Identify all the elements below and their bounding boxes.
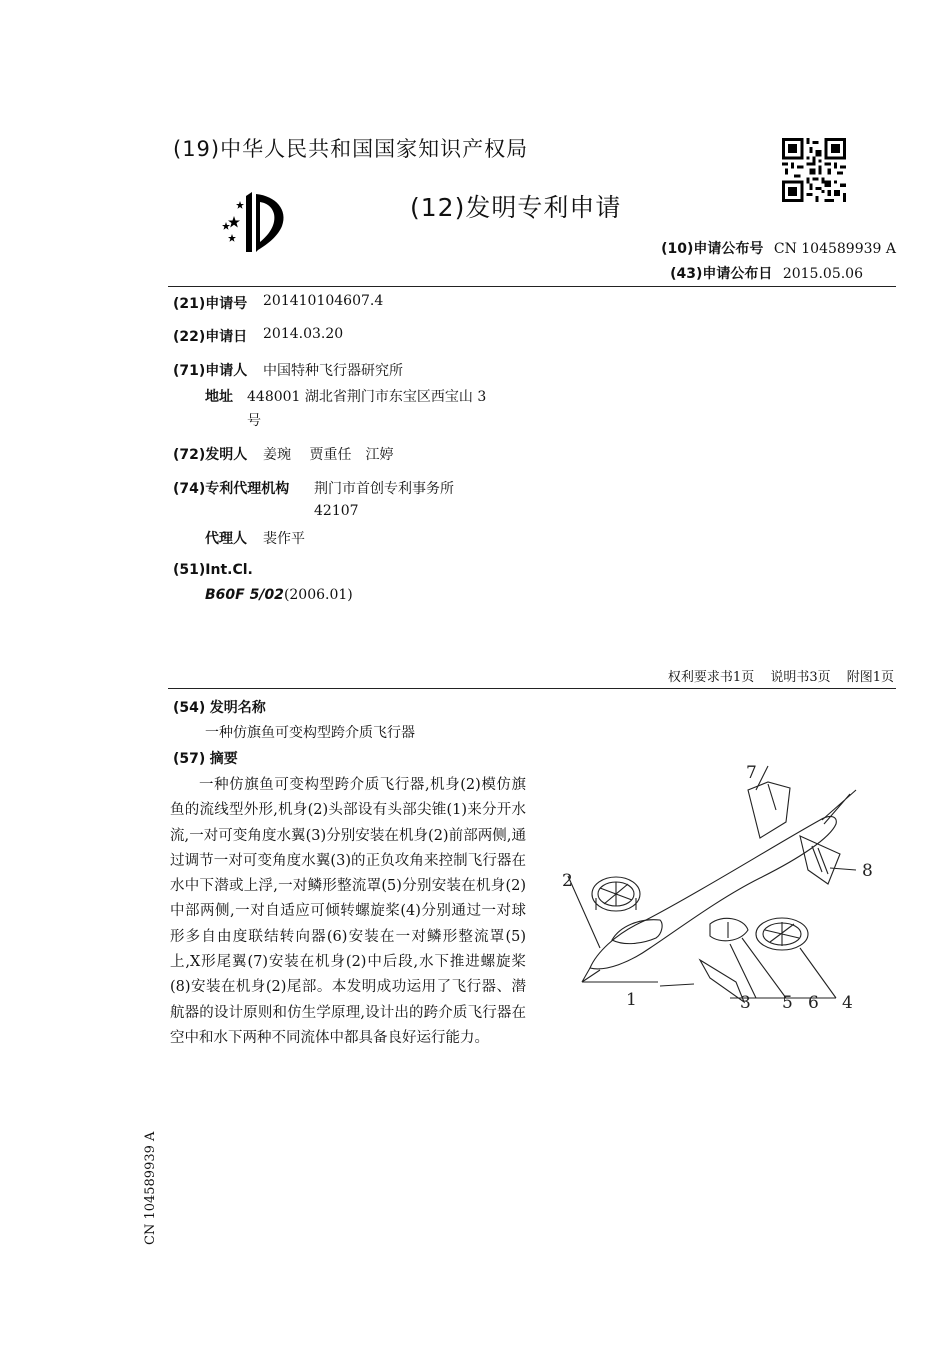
invention-title: 一种仿旗鱼可变构型跨介质飞行器 (205, 725, 415, 741)
aircraft-figure (560, 758, 900, 1018)
agency: 荆门市首创专利事务所 (314, 481, 454, 497)
label-2: 2 (562, 871, 573, 891)
abstract-text: 一种仿旗鱼可变构型跨介质飞行器,机身(2)模仿旗鱼的流线型外形,机身(2)头部设有头部尖锥(1)来分开水流,一对可变角度水翼(3)分别安装在机身(2)前部两侧,通过调节一对可变角度水翼(3)的正负攻角来控制飞行器在水中下潜或上浮,一对鳞形整流罩(5)分别安装在机身(2)中部两侧,一对自适应可倾转螺旋桨(4)分别通过一对球形多自由度联结转向器(6)安装在一对鳞形整流罩(5)上,X形尾翼(7)安装在机身(2)中后段,水下推进螺旋桨(8)安装在机身(2)尾部。本发明成功运用了飞行器、潜航器的设计原则和仿生学原理,设计出的跨介质飞行器在空中和水下两种不同流体中都具备良好运行能力。 (170, 777, 526, 1046)
applicant-field (173, 360, 247, 380)
application-date-field (173, 326, 247, 346)
field-label: Int.Cl. (205, 562, 253, 578)
agent-field (205, 528, 247, 548)
applicant: 中国特种飞行器研究所 (263, 363, 403, 379)
label-1: 1 (626, 990, 637, 1010)
field-code: (74) (173, 481, 206, 497)
field-code: (54) (173, 700, 206, 716)
title-heading (173, 697, 266, 717)
application-number: 201410104607.4 (263, 293, 384, 309)
ipc-field (173, 562, 253, 578)
field-label: 发明人 (205, 447, 248, 463)
ipc-class: B60F 5/02 (205, 587, 284, 603)
publication-number-label: (10)申请公布号 (661, 241, 764, 257)
application-number-field (173, 293, 247, 313)
side-publication-number: CN 104589939 A (143, 1131, 158, 1245)
field-label: 代理人 (205, 531, 247, 547)
tail-propeller (822, 790, 856, 824)
header-rule (168, 286, 896, 287)
agent: 裴作平 (263, 531, 305, 547)
field-label: 申请人 (205, 363, 248, 379)
field-label: 申请日 (205, 329, 248, 345)
ipc-version: (2006.01) (283, 587, 353, 603)
label-6: 6 (808, 993, 819, 1013)
publication-date-row (670, 263, 863, 283)
field-label: 摘要 (209, 751, 238, 767)
abstract-heading (173, 748, 238, 768)
label-4: 4 (842, 993, 853, 1013)
hydrofoil (700, 960, 744, 1002)
field-code: (51) (173, 562, 206, 578)
label-8: 8 (862, 861, 873, 881)
field-label: 地址 (205, 389, 233, 405)
cockpit-window (612, 920, 662, 944)
field-code: (72) (173, 447, 206, 463)
tail-horizontal (800, 836, 840, 884)
field-label: 发明名称 (209, 700, 266, 716)
field-label: 申请号 (205, 296, 248, 312)
address-line-1: 448001 湖北省荆门市东宝区西宝山 3 (247, 389, 487, 405)
field-code: (71) (173, 363, 206, 379)
field-code: (57) (173, 751, 206, 767)
inventor-field (173, 444, 247, 464)
agency-number: 42107 (314, 503, 359, 519)
address-field (205, 386, 233, 406)
publication-date: 2015.05.06 (782, 266, 863, 282)
document-type: (12)发明专利申请 (410, 193, 622, 222)
publication-number: CN 104589939 A (773, 241, 896, 257)
inventors: 姜琬 贾重任 江婷 (263, 447, 394, 463)
nose-cone (582, 968, 600, 982)
fairing (710, 918, 748, 940)
label-5: 5 (782, 993, 793, 1013)
ipc-classification (205, 587, 353, 603)
field-label: 专利代理机构 (205, 481, 290, 497)
publication-date-label: (43)申请公布日 (670, 266, 773, 282)
label-3: 3 (740, 993, 751, 1013)
tail-vertical (748, 782, 790, 838)
section-rule (168, 688, 896, 689)
issuing-office: (19)中华人民共和国国家知识产权局 (173, 137, 529, 161)
patent-office-logo (212, 186, 304, 258)
agency-field (173, 478, 289, 498)
page-counts: 权利要求书1页 说明书3页 附图1页 (667, 670, 894, 685)
field-code: (22) (173, 329, 206, 345)
publication-number-row (661, 238, 896, 258)
address-line-2: 号 (247, 413, 261, 429)
label-7: 7 (746, 763, 757, 783)
application-date: 2014.03.20 (263, 326, 344, 342)
field-code: (21) (173, 296, 206, 312)
qr-code-icon (782, 138, 846, 202)
